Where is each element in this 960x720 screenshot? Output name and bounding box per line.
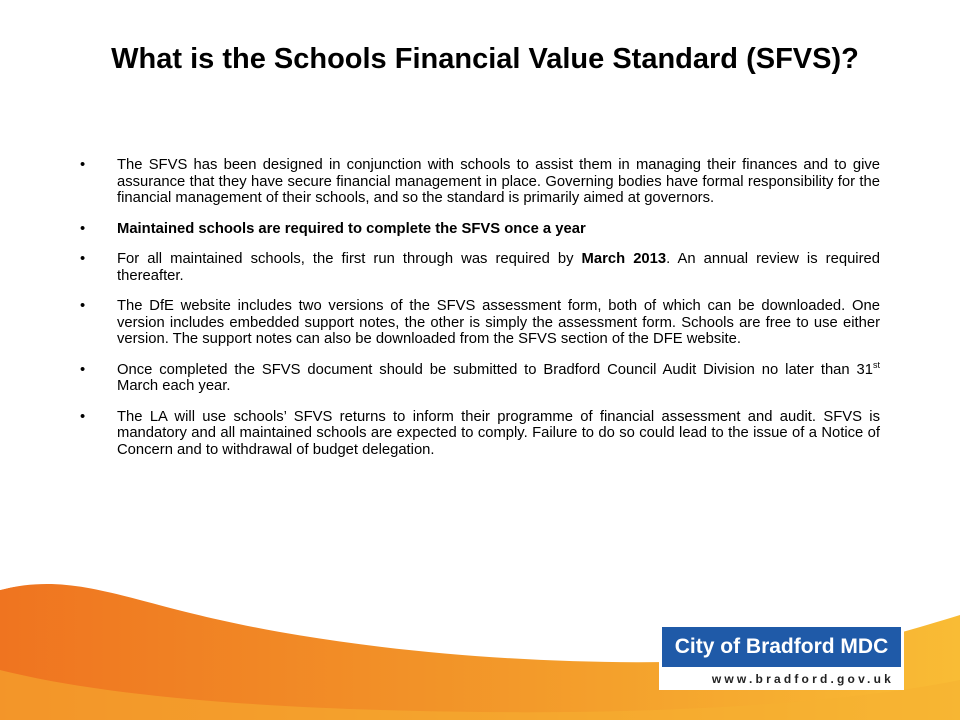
bullet-marker: • [80,408,86,425]
logo-url: www.bradford.gov.uk [711,672,894,686]
bullet-item [80,251,880,284]
bullet-item [80,298,880,348]
bullet-list [80,157,880,472]
bullet-text-end: . An annual review is required thereafter. [117,251,880,284]
bullet-text: The LA will use schools’ SFVS returns to inform their programme of financial assessment and audit. SFVS is mandatory and all maintained schools are expected to comply. Failure to do so could lead to the issue of a Notice of Concern and to withdrawal of budget delegation. [117,408,880,458]
bullet-marker: • [80,298,86,314]
bullet-marker: • [80,251,86,267]
bullet-text-start: Once completed the SFVS document should be submitted to Bradford Council Audit Division no later than 31 [117,361,873,378]
logo-name: City of Bradford MDC [662,627,901,667]
bullet-item [80,409,880,459]
bullet-marker: • [80,220,86,237]
bradford-logo [659,624,904,690]
bullet-text: The DfE website includes two versions of the SFVS assessment form, both of which can be downloaded. One version includes embedded support notes, the other is simply the assessment form. Schools are free to use either version. The support notes can also be downloaded from the SFVS section of the DFE website. [117,298,880,347]
bullet-item [80,221,880,238]
bullet-marker: • [80,157,86,173]
bullet-item [80,157,880,207]
slide-title: What is the Schools Financial Value Standard (SFVS)? [111,43,859,75]
ordinal-suffix: st [872,359,880,370]
bullet-text-end: March each year. [117,378,231,394]
bullet-deadline: March 2013 [581,251,667,267]
bullet-text-start: For all maintained schools, the first run through was required by [117,251,582,267]
bullet-marker: • [80,361,86,378]
bullet-item [80,359,880,395]
bullet-text: The SFVS has been designed in conjunction with schools to assist them in managing their finances and to give assurance that they have secure financial management in place. Governing bodies have formal responsibility for the financial management of their schools, and so the standard is primarily aimed at governors. [117,157,880,206]
bullet-text: Maintained schools are required to complete the SFVS once a year [117,220,586,237]
